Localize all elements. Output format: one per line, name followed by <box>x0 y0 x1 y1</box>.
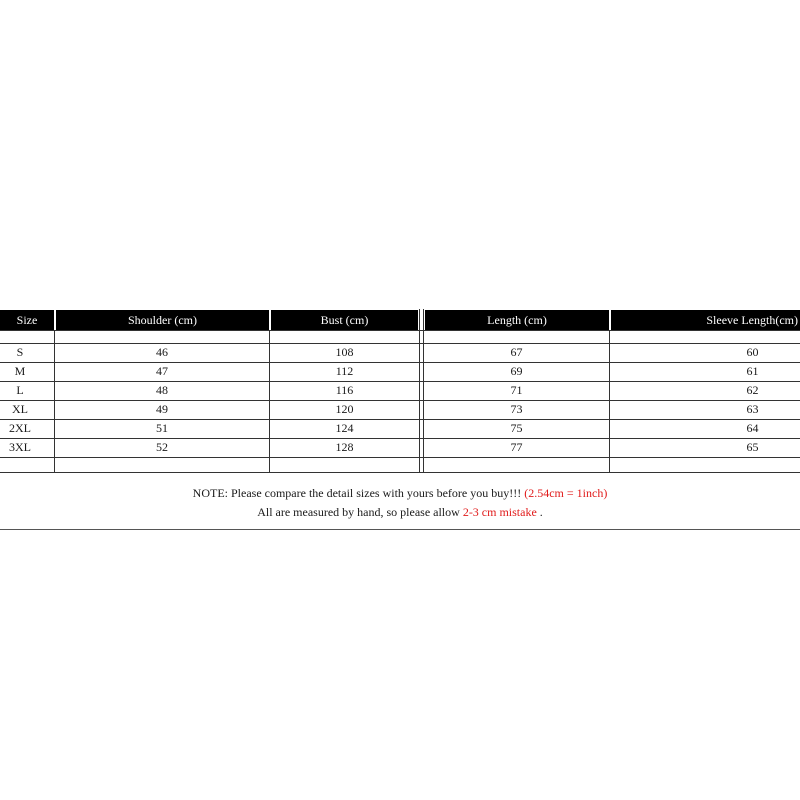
header-shoulder-label: Shoulder (cm) <box>128 313 197 327</box>
cell-sleeve: 60 <box>746 345 759 359</box>
cell-sleeve: 65 <box>746 440 759 454</box>
cell-length: 75 <box>510 421 523 435</box>
cell-shoulder: 52 <box>156 440 168 454</box>
grid-line <box>0 457 800 458</box>
cell-length: 71 <box>510 383 523 397</box>
note-line1-highlight: (2.54cm = 1inch) <box>524 486 608 500</box>
note-line1-text: NOTE: Please compare the detail sizes with yours before you buy!!! <box>192 486 525 500</box>
header-bust <box>271 310 418 330</box>
cell-sleeve: 64 <box>746 421 759 435</box>
cell-sleeve: 62 <box>746 383 759 397</box>
note-line2-highlight: 2-3 cm mistake <box>462 505 537 519</box>
cell-size: L <box>16 383 24 397</box>
header-size <box>0 310 54 330</box>
header-sleeve-label: Sleeve Length(cm) <box>706 313 798 327</box>
note-line2-text: All are measured by hand, so please allow <box>257 505 463 519</box>
cell-bust: 116 <box>335 383 354 397</box>
cell-length: 73 <box>510 402 523 416</box>
note-compare-sizes <box>0 486 800 501</box>
cell-size: S <box>16 345 24 359</box>
header-size-label: Size <box>16 313 38 327</box>
header-shoulder <box>56 310 269 330</box>
cell-bust: 120 <box>335 402 354 416</box>
cell-size: XL <box>12 402 28 416</box>
cell-bust: 112 <box>335 364 354 378</box>
cell-size: M <box>14 364 26 378</box>
cell-shoulder: 48 <box>156 383 168 397</box>
size-chart-table <box>0 309 800 530</box>
cell-sleeve: 61 <box>746 364 759 378</box>
cell-shoulder: 51 <box>156 421 168 435</box>
grid-line <box>0 472 800 473</box>
header-length <box>425 310 609 330</box>
bottom-divider <box>0 529 800 530</box>
cell-shoulder: 49 <box>156 402 168 416</box>
cell-size: 2XL <box>9 421 31 435</box>
cell-length: 67 <box>510 345 523 359</box>
cell-bust: 128 <box>335 440 354 454</box>
header-bust-label: Bust (cm) <box>320 313 369 327</box>
cell-length: 69 <box>510 364 523 378</box>
cell-shoulder: 46 <box>156 345 168 359</box>
cell-length: 77 <box>510 440 523 454</box>
cell-sleeve: 63 <box>746 402 759 416</box>
note-line2-end: . <box>536 505 543 519</box>
cell-shoulder: 47 <box>156 364 168 378</box>
cell-size: 3XL <box>9 440 31 454</box>
cell-bust: 108 <box>335 345 354 359</box>
note-measured-by-hand <box>0 505 800 520</box>
grid-line <box>419 309 420 472</box>
grid-line <box>0 330 800 331</box>
header-sleeve <box>611 310 800 330</box>
header-length-label: Length (cm) <box>487 313 547 327</box>
cell-bust: 124 <box>335 421 354 435</box>
